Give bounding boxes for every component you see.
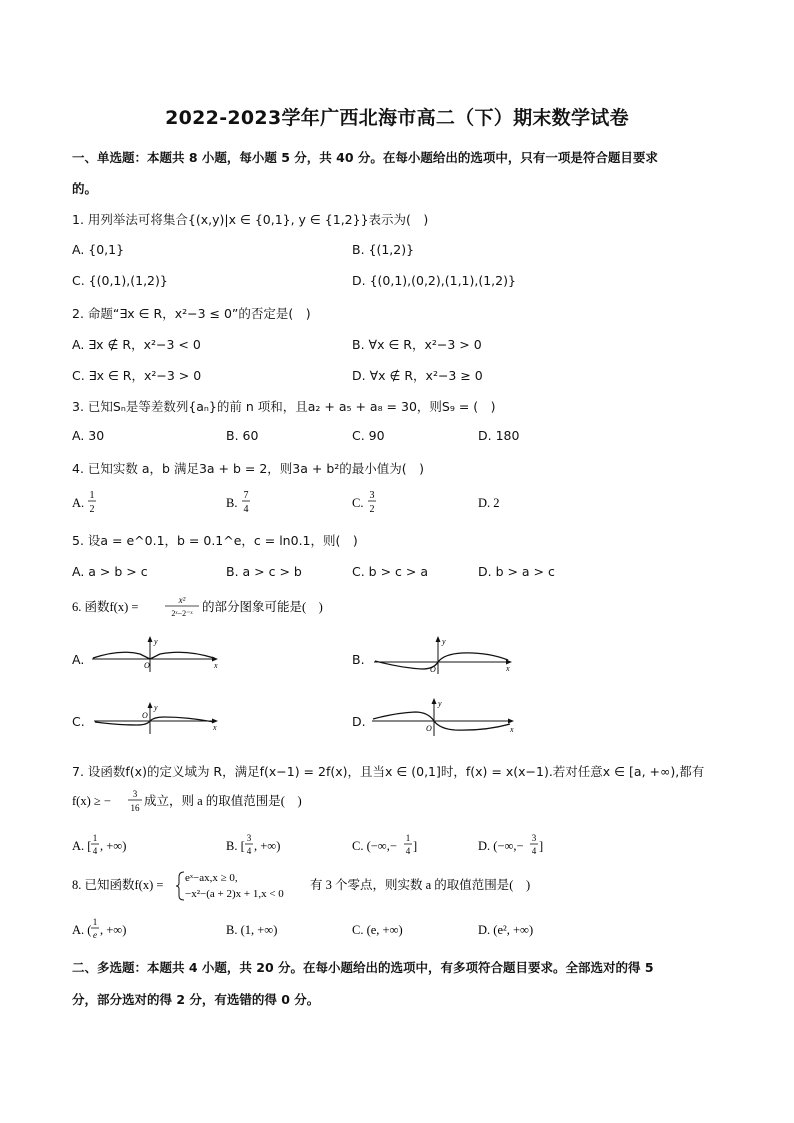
q4-c-label: C. xyxy=(352,496,364,510)
q4-a-num: 1 xyxy=(89,490,95,501)
question-3-option-b: B. 60 xyxy=(226,428,259,443)
q7-d-num: 3 xyxy=(531,833,537,843)
q7-a-pre: A. [ xyxy=(72,839,92,853)
question-5-option-c: C. b > c > a xyxy=(352,564,428,579)
graph-a-curve xyxy=(93,652,214,659)
q8-d: D. (e², +∞) xyxy=(478,923,534,937)
question-2-option-a: A. ∃x ∉ R，x²−3 < 0 xyxy=(72,337,201,352)
question-6-option-d-label: D. xyxy=(352,714,366,729)
q8-a-num: 1 xyxy=(92,917,98,927)
graph-a-y-arrow xyxy=(148,636,153,642)
q7-a-post: , +∞) xyxy=(100,839,127,853)
graph-a-origin: O xyxy=(144,661,150,670)
graph-c-y-label: y xyxy=(154,703,158,712)
question-3-option-a: A. 30 xyxy=(72,428,105,443)
q7-line2-post: 成立，则 a 的取值范围是( ) xyxy=(144,794,302,808)
q7-b-post: , +∞) xyxy=(254,839,281,853)
question-6-graph-c xyxy=(92,700,222,740)
q8-stem-pre: 8. 已知函数f(x) = xyxy=(72,878,164,892)
question-5-option-b: B. a > c > b xyxy=(226,564,302,579)
graph-b-x-label: x xyxy=(506,664,510,673)
section-2-heading-line1: 二、多选题：本题共 4 小题，共 20 分。在每小题给出的选项中，有多项符合题目要求。全部选对的得 5 xyxy=(72,960,654,975)
question-6-option-b-label: B. xyxy=(352,652,365,667)
graph-c-x-label: x xyxy=(213,723,217,732)
graph-d-y-label: y xyxy=(438,699,442,708)
q6-stem-post: 的部分图象可能是( ) xyxy=(202,600,323,614)
q7-a-den: 4 xyxy=(92,846,98,856)
graph-a-y-label: y xyxy=(154,637,158,646)
graph-b-origin: O xyxy=(430,665,436,674)
graph-b-y-label: y xyxy=(442,637,446,646)
question-5-option-d: D. b > a > c xyxy=(478,564,555,579)
q4-b-den: 4 xyxy=(243,504,249,515)
q7-b-pre: B. [ xyxy=(226,839,245,853)
question-2-option-c: C. ∃x ∈ R，x²−3 > 0 xyxy=(72,368,202,383)
question-5-option-a: A. a > b > c xyxy=(72,564,148,579)
question-2-option-d: D. ∀x ∉ R，x²−3 ≥ 0 xyxy=(352,368,483,383)
question-1-option-c: C. {(0,1),(1,2)} xyxy=(72,273,168,288)
q7-line2-pre: f(x) ≥ − xyxy=(72,794,111,808)
graph-b-curve xyxy=(375,653,508,669)
q7-b-den: 4 xyxy=(246,846,252,856)
question-3-option-d: D. 180 xyxy=(478,428,520,443)
question-7-stem-line2 xyxy=(72,786,432,816)
question-7-options xyxy=(72,830,632,860)
graph-c-y-arrow xyxy=(148,702,153,708)
q7-c-num: 1 xyxy=(405,833,411,843)
q6-frac-num: x² xyxy=(178,595,186,605)
q8-a-den: e xyxy=(93,930,97,940)
q7-c-pre: C. (−∞,− xyxy=(352,839,397,853)
q4-c-num: 3 xyxy=(369,490,375,501)
q4-b-num: 7 xyxy=(243,490,249,501)
question-6-option-a-label: A. xyxy=(72,652,85,667)
question-3-stem: 3. 已知Sₙ是等差数列{aₙ}的前 n 项和，且a₂ + a₅ + a₈ = 30，则S₉ = ( ) xyxy=(72,399,496,414)
q8-c: C. (e, +∞) xyxy=(352,923,403,937)
q7-d-post: ] xyxy=(539,839,544,853)
section-1-heading-line1: 一、单选题：本题共 8 小题，每小题 5 分，共 40 分。在每小题给出的选项中，只有一项是符合题目要求 xyxy=(72,150,658,165)
q8-stem-post: 有 3 个零点，则实数 a 的取值范围是( ) xyxy=(310,878,531,892)
q7-a-num: 1 xyxy=(92,833,98,843)
q4-a-den: 2 xyxy=(89,504,95,515)
graph-b-y-arrow xyxy=(436,636,441,642)
graph-d-x-arrow xyxy=(508,719,514,724)
graph-a-x-label: x xyxy=(214,661,218,670)
section-1-heading-line2: 的。 xyxy=(72,181,98,196)
graph-d-origin: O xyxy=(426,724,432,733)
q8-a-post: , +∞) xyxy=(100,923,127,937)
question-6-option-c-label: C. xyxy=(72,714,85,729)
q8-b: B. (1, +∞) xyxy=(226,923,278,937)
section-2-heading-line2: 分，部分选对的得 2 分，有选错的得 0 分。 xyxy=(72,992,320,1007)
q4-d: D. 2 xyxy=(478,496,500,510)
question-6-graph-b xyxy=(372,634,514,676)
graph-d-x-label: x xyxy=(510,725,514,734)
question-7-stem-line1: 7. 设函数f(x)的定义域为 R，满足f(x−1) = 2f(x)，且当x ∈ (0,1]时，f(x) = x(x−1).若对任意x ∈ [a, +∞),都有 xyxy=(72,764,705,779)
q4-b-label: B. xyxy=(226,496,238,510)
q8-case1: eˣ−ax,x ≥ 0, xyxy=(185,872,238,884)
question-6-graph-a xyxy=(90,634,220,674)
q7-c-post: ] xyxy=(413,839,418,853)
question-1-option-a: A. {0,1} xyxy=(72,242,125,257)
question-4-options xyxy=(72,488,632,516)
question-6-stem xyxy=(72,592,372,622)
question-1-option-d: D. {(0,1),(0,2),(1,1),(1,2)} xyxy=(352,273,516,288)
question-5-stem: 5. 设a = e^0.1，b = 0.1^e，c = ln0.1，则( ) xyxy=(72,533,358,548)
q7-c-den: 4 xyxy=(405,846,411,856)
q7-d-den: 4 xyxy=(531,846,537,856)
q8-a-pre: A. ( xyxy=(72,923,92,937)
q7-line2-den: 16 xyxy=(130,803,140,813)
graph-d-y-arrow xyxy=(432,698,437,704)
graph-c-origin: O xyxy=(142,711,148,720)
question-3-option-c: C. 90 xyxy=(352,428,385,443)
page-title: 2022-2023学年广西北海市高二（下）期末数学试卷 xyxy=(165,107,629,129)
q8-case2: −x²−(a + 2)x + 1,x < 0 xyxy=(185,888,284,900)
q7-d-pre: D. (−∞,− xyxy=(478,839,524,853)
q4-a-label: A. xyxy=(72,496,85,510)
question-1-option-b: B. {(1,2)} xyxy=(352,242,415,257)
question-6-graph-d xyxy=(370,696,518,740)
question-1-stem: 1. 用列举法可将集合{(x,y)|x ∈ {0,1}, y ∈ {1,2}}表示为( ) xyxy=(72,212,429,227)
question-4-stem: 4. 已知实数 a，b 满足3a + b = 2，则3a + b²的最小值为( ) xyxy=(72,461,425,476)
q6-frac-den: 2ˣ−2⁻ˣ xyxy=(171,609,193,618)
question-8-stem xyxy=(72,866,592,906)
q7-line2-num: 3 xyxy=(132,789,138,799)
q6-stem-pre: 6. 函数f(x) = xyxy=(72,600,139,614)
q7-b-num: 3 xyxy=(246,833,252,843)
q8-brace xyxy=(176,872,184,900)
question-2-stem: 2. 命题“∃x ∈ R，x²−3 ≤ 0”的否定是( ) xyxy=(72,306,311,321)
q4-c-den: 2 xyxy=(369,504,375,515)
question-2-option-b: B. ∀x ∈ R，x²−3 > 0 xyxy=(352,337,482,352)
question-8-options xyxy=(72,914,632,944)
